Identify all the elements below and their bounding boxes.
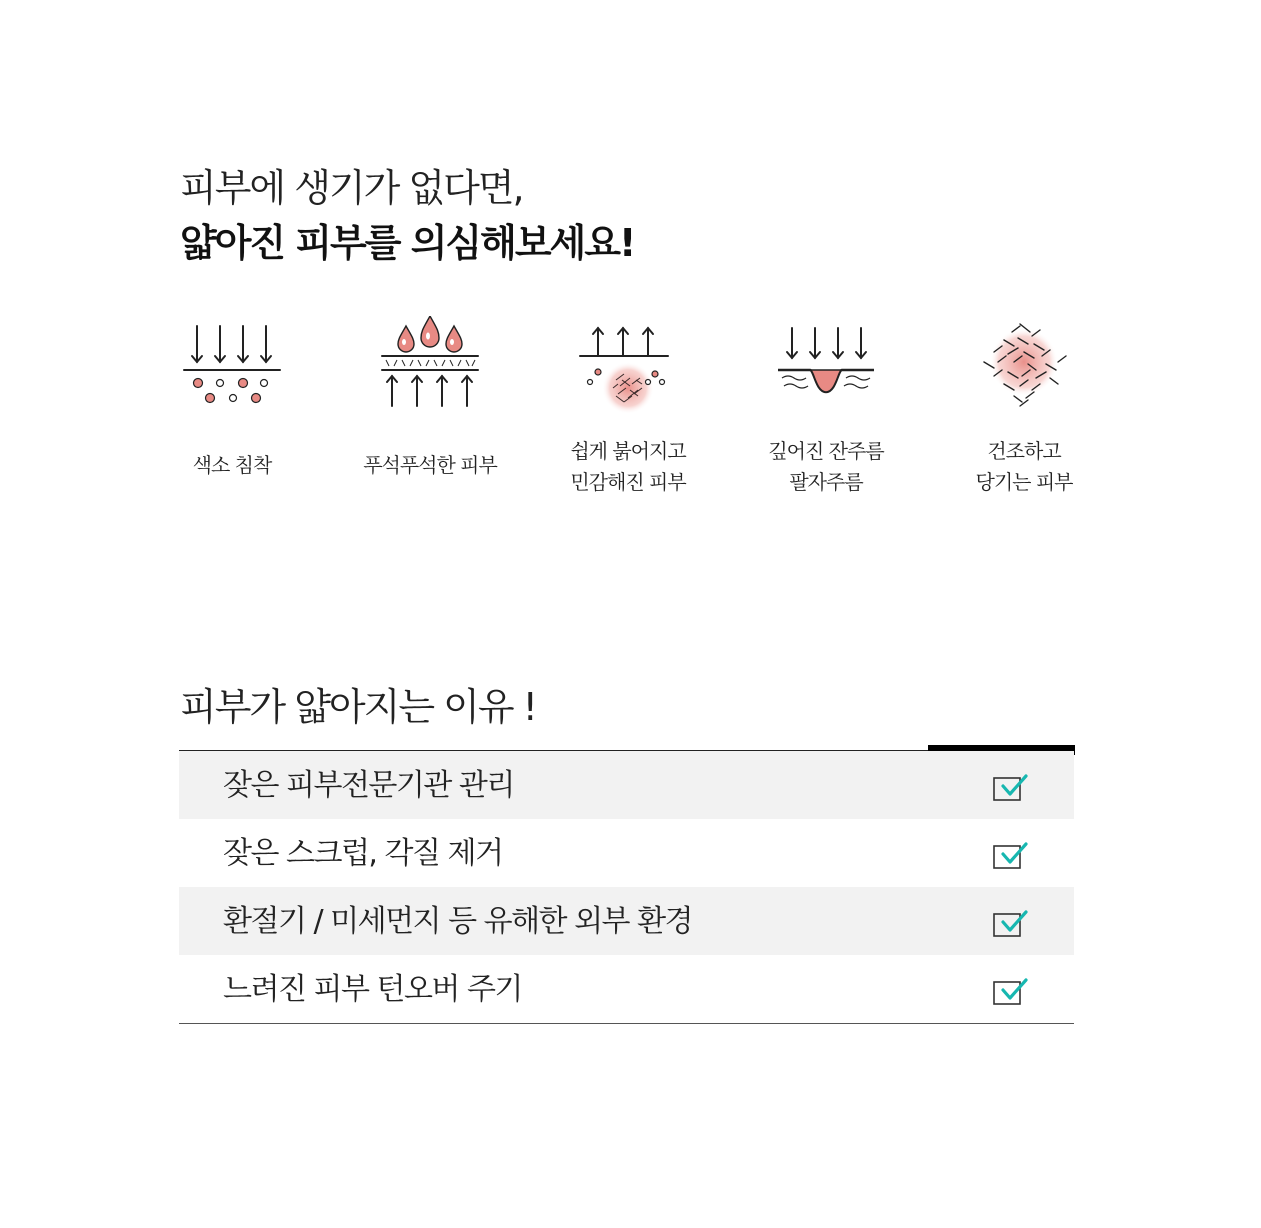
symptom-label: 건조하고 당기는 피부 bbox=[975, 439, 1073, 494]
symptom-label: 푸석푸석한 피부 bbox=[363, 453, 497, 477]
headline-line-1: 피부에 생기가 없다면, bbox=[180, 166, 523, 210]
dry-skin-icon bbox=[974, 316, 1074, 416]
symptom-redness bbox=[529, 316, 727, 506]
reasons-list bbox=[179, 750, 1074, 1024]
rough-skin-icon bbox=[380, 316, 480, 416]
symptom-label: 색소 침착 bbox=[192, 453, 272, 477]
list-item bbox=[179, 955, 1074, 1023]
reason-text: 잦은 피부전문기관 관리 bbox=[223, 768, 514, 803]
headline-line-2: 얇아진 피부를 의심해보세요! bbox=[180, 221, 635, 265]
reason-text: 느려진 피부 턴오버 주기 bbox=[223, 972, 522, 1007]
symptom-rough-skin bbox=[331, 316, 529, 506]
wrinkle-icon bbox=[776, 316, 876, 416]
list-item bbox=[179, 819, 1074, 887]
list-item bbox=[179, 887, 1074, 955]
headline bbox=[180, 162, 1080, 272]
reasons-title: 피부가 얇아지는 이유 ! bbox=[180, 685, 536, 729]
symptom-dry-skin bbox=[925, 316, 1123, 506]
symptom-label: 쉽게 붉어지고 민감해진 피부 bbox=[570, 439, 686, 494]
checkbox-checked-icon bbox=[993, 977, 1029, 1007]
checkbox-checked-icon bbox=[993, 773, 1029, 803]
checkbox-checked-icon bbox=[993, 909, 1029, 939]
checkbox-checked-icon bbox=[993, 841, 1029, 871]
reason-text: 환절기 / 미세먼지 등 유해한 외부 환경 bbox=[223, 904, 693, 939]
symptom-wrinkles bbox=[727, 316, 925, 506]
symptom-pigmentation bbox=[133, 316, 331, 506]
symptom-list bbox=[133, 316, 1123, 506]
symptom-label: 깊어진 잔주름 팔자주름 bbox=[768, 439, 884, 494]
pigmentation-icon bbox=[182, 316, 282, 416]
redness-icon bbox=[578, 316, 678, 416]
list-item bbox=[179, 751, 1074, 819]
reason-text: 잦은 스크럽, 각질 제거 bbox=[223, 836, 503, 871]
